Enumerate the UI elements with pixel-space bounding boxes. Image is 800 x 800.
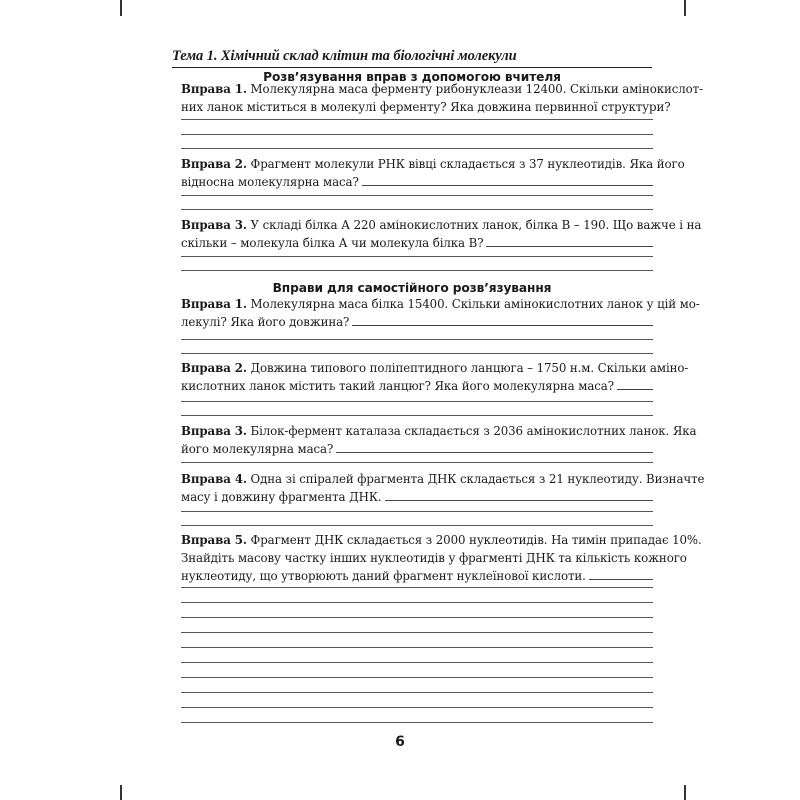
answer-line[interactable] bbox=[181, 134, 653, 135]
section-title-independent: Вправи для самостійного розв’язування bbox=[272, 281, 552, 295]
running-header bbox=[172, 44, 652, 68]
answer-line[interactable] bbox=[181, 662, 653, 663]
exercise-text: лекулі? Яка його довжина? bbox=[181, 315, 350, 329]
answer-line[interactable] bbox=[181, 415, 653, 416]
independent-exercise-4 bbox=[181, 470, 705, 506]
exercise-text: Молекулярна маса білка 15400. Скільки амінокислотних ланок у цій мо- bbox=[246, 297, 700, 311]
exercise-text: відносна молекулярна маса? bbox=[181, 175, 359, 189]
answer-line[interactable] bbox=[181, 462, 653, 463]
exercise-label: Вправа 5. bbox=[181, 533, 247, 547]
exercise-label: Вправа 3. bbox=[181, 218, 247, 232]
answer-line[interactable] bbox=[385, 488, 654, 501]
exercise-label: Вправа 4. bbox=[181, 472, 247, 486]
exercise-text: Фрагмент молекули РНК вівці складається з 37 нуклеотидів. Яка його bbox=[246, 157, 685, 171]
answer-line[interactable] bbox=[181, 677, 653, 678]
answer-line[interactable] bbox=[181, 602, 653, 603]
exercise-text: Довжина типового поліпептидного ланцюга – 1750 н.м. Скільки аміно- bbox=[246, 361, 689, 375]
exercise-text: Молекулярна маса ферменту рибонуклеази 12400. Скільки амінокислот- bbox=[246, 82, 703, 96]
independent-exercise-5 bbox=[181, 531, 702, 585]
exercise-text: скільки – молекула білка А чи молекула білка В? bbox=[181, 236, 484, 250]
answer-line[interactable] bbox=[181, 209, 653, 210]
answer-line[interactable] bbox=[589, 567, 653, 580]
exercise-text: нуклеотиду, що утворюють даний фрагмент нуклеїнової кислоти. bbox=[181, 569, 586, 583]
guided-exercise-1 bbox=[181, 80, 703, 116]
exercise-text: них ланок міститься в молекулі ферменту? Яка довжина первинної структури? bbox=[181, 100, 671, 114]
exercise-text: Білок-фермент каталаза складається з 2036 амінокислотних ланок. Яка bbox=[246, 424, 697, 438]
exercise-text: У складі білка А 220 амінокислотних ланок, білка В – 190. Що важче і на bbox=[246, 218, 702, 232]
crop-mark-top-left bbox=[120, 0, 122, 16]
guided-exercise-2 bbox=[181, 155, 685, 191]
exercise-label: Вправа 2. bbox=[181, 157, 247, 171]
answer-line[interactable] bbox=[362, 173, 653, 186]
answer-line[interactable] bbox=[181, 707, 653, 708]
answer-line[interactable] bbox=[181, 119, 653, 120]
answer-line[interactable] bbox=[181, 401, 653, 402]
exercise-label: Вправа 2. bbox=[181, 361, 247, 375]
section-title-guided: Розв’язування вправ з допомогою вчителя bbox=[263, 70, 561, 84]
independent-exercise-3 bbox=[181, 422, 697, 458]
answer-line[interactable] bbox=[617, 377, 653, 390]
guided-exercise-3 bbox=[181, 216, 702, 252]
answer-line[interactable] bbox=[181, 587, 653, 588]
independent-exercise-2 bbox=[181, 359, 689, 395]
answer-line[interactable] bbox=[181, 692, 653, 693]
exercise-text: кислотних ланок містить такий ланцюг? Яка його молекулярна маса? bbox=[181, 379, 614, 393]
answer-line[interactable] bbox=[181, 525, 653, 526]
crop-mark-top-right bbox=[684, 0, 686, 16]
answer-line[interactable] bbox=[181, 195, 653, 196]
answer-line[interactable] bbox=[181, 256, 653, 257]
answer-line[interactable] bbox=[181, 270, 653, 271]
header-title: Тема 1. Хімічний склад клітин та біологічні молекули bbox=[172, 48, 517, 64]
exercise-text: масу і довжину фрагмента ДНК. bbox=[181, 490, 382, 504]
exercise-label: Вправа 3. bbox=[181, 424, 247, 438]
answer-line[interactable] bbox=[336, 440, 653, 453]
exercise-label: Вправа 1. bbox=[181, 297, 247, 311]
exercise-label: Вправа 1. bbox=[181, 82, 247, 96]
exercise-text: Фрагмент ДНК складається з 2000 нуклеотидів. На тимін припадає 10%. bbox=[246, 533, 702, 547]
crop-mark-bottom-right bbox=[684, 785, 686, 800]
answer-line[interactable] bbox=[181, 722, 653, 723]
independent-exercise-1 bbox=[181, 295, 700, 331]
crop-mark-bottom-left bbox=[120, 785, 122, 800]
answer-line[interactable] bbox=[181, 339, 653, 340]
answer-line[interactable] bbox=[181, 617, 653, 618]
answer-line[interactable] bbox=[181, 511, 653, 512]
answer-line[interactable] bbox=[181, 148, 653, 149]
answer-line[interactable] bbox=[352, 313, 653, 326]
exercise-text: Знайдіть масову частку інших нуклеотидів у фрагменті ДНК та кількість кожного bbox=[181, 551, 687, 565]
answer-line[interactable] bbox=[181, 647, 653, 648]
answer-line[interactable] bbox=[181, 353, 653, 354]
page-number: 6 bbox=[395, 734, 405, 750]
header-rule bbox=[172, 67, 652, 68]
answer-line[interactable] bbox=[181, 632, 653, 633]
answer-line[interactable] bbox=[486, 234, 653, 247]
exercise-text: його молекулярна маса? bbox=[181, 442, 334, 456]
exercise-text: Одна зі спіралей фрагмента ДНК складається з 21 нуклеотиду. Визначте bbox=[246, 472, 705, 486]
